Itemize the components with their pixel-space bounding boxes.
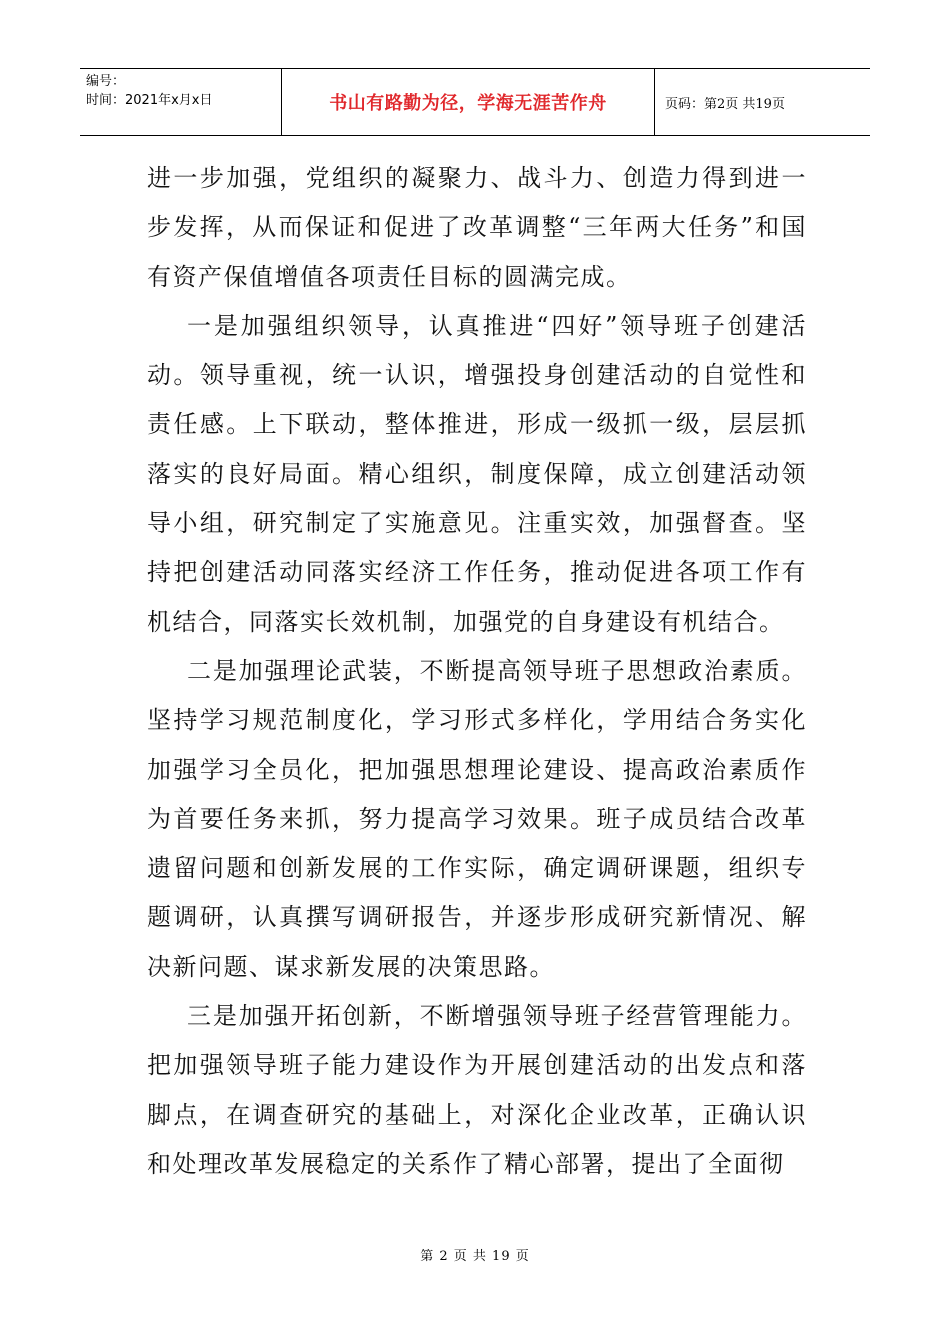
header-page-info: 页码：第2页 共19页 [665, 96, 785, 112]
paragraph: 一是加强组织领导，认真推进“四好”领导班子创建活动。领导重视，统一认识，增强投身创建活动的自觉性和责任感。上下联动，整体推进，形成一级抓一级，层层抓落实的良好局面。精心组织，制度保障，成立创建活动领导小组，研究制定了实施意见。注重实效，加强督查。坚持把创建活动同落实经济工作任务，推动促进各项工作有机结合，同落实长效机制，加强党的自身建设有机结合。 [147, 311, 807, 636]
paragraph: 进一步加强，党组织的凝聚力、战斗力、创造力得到进一步发挥，从而保证和促进了改革调整“三年两大任务”和国有资产保值增值各项责任目标的圆满完成。 [147, 164, 807, 291]
paragraph: 三是加强开拓创新，不断增强领导班子经营管理能力。把加强领导班子能力建设作为开展创建活动的出发点和落脚点，在调查研究的基础上，对深化企业改革，正确认识和处理改革发展稳定的关系作了精心部署，提出了全面彻 [147, 1002, 807, 1178]
document-body [147, 154, 807, 1189]
header-meta [80, 69, 282, 135]
header-motto: 书山有路勤为径，学海无涯苦作舟 [282, 69, 655, 135]
page-footer: 第 2 页 共 19 页 [420, 1249, 530, 1264]
document-number-label: 编号： [86, 74, 126, 89]
document-time-label: 时间：2021年x月x日 [86, 93, 213, 108]
paragraph: 二是加强理论武装，不断提高领导班子思想政治素质。坚持学习规范制度化，学习形式多样化，学用结合务实化加强学习全员化，把加强思想理论建设、提高政治素质作为首要任务来抓，努力提高学习效果。班子成员结合改革遗留问题和创新发展的工作实际，确定调研课题，组织专题调研，认真撰写调研报告，并逐步形成研究新情况、解决新问题、谋求新发展的决策思路。 [147, 656, 807, 981]
page-header [80, 68, 870, 136]
